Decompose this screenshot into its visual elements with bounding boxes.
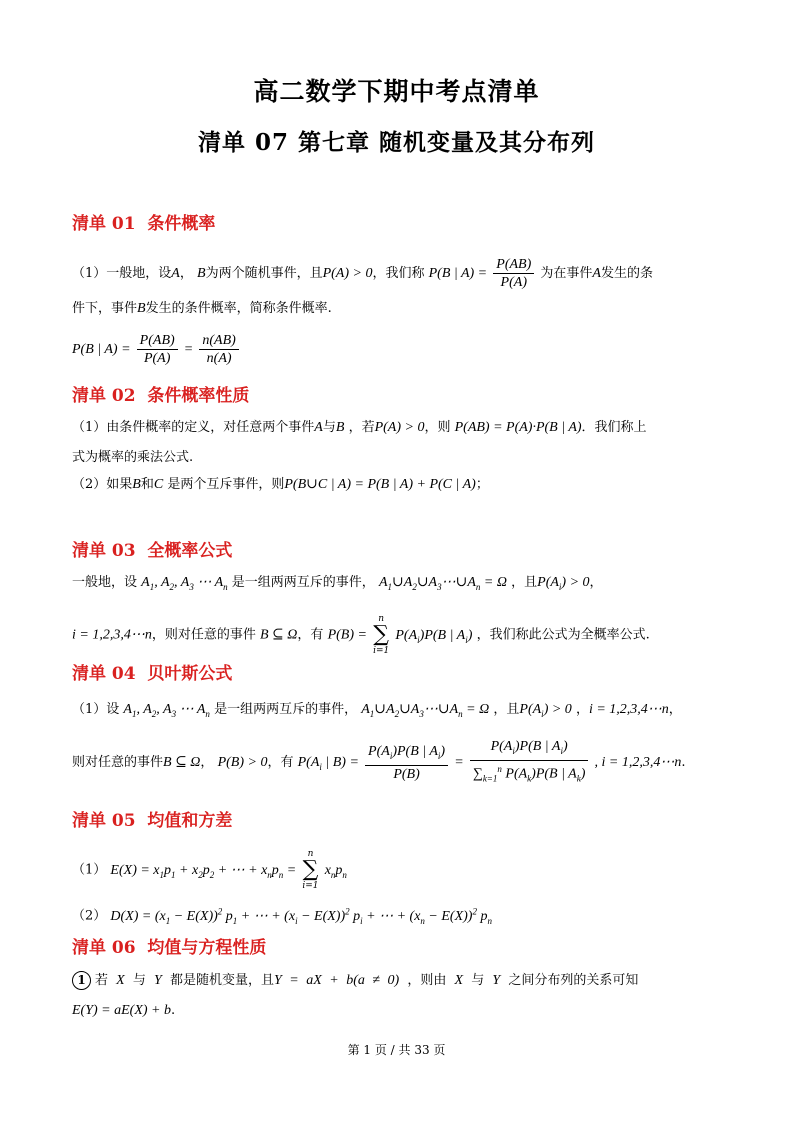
s5-formula-1: （1） $E(X) = x_1p_1 + x_2p_2$ + ⋯ + $x_np_n$ = n ∑ i=1 $x_np_n$ — [72, 849, 347, 891]
fraction-formula: $\frac{P(AB)}{P(A)}$ — [493, 256, 534, 291]
s2-paragraph-line3: （2）如果B和C 是两个互斥事件，则P(B∪C | A) = P(B | A) + P(C | A)； — [72, 477, 489, 492]
circled-number: 1 — [72, 971, 91, 990]
section-heading-06: 清单 06 均值与方程性质 — [72, 938, 267, 958]
s2-paragraph-line1: （1）由条件概率的定义，对任意两个事件A与B ，若P(A) > 0，则 P(AB) = P(A)·P(B | A)．我们称上 — [72, 420, 647, 435]
s3-paragraph-line1: 一般地，设 $A_1$, $A_2$, $A_3$ ⋯ $A_n$ 是一组两两互斥的事件， $A_1\cup A_2\cup A_3\cdots\cup A_n = \Omega$ ，且$P(A_i) > 0$， — [72, 575, 603, 592]
s3-paragraph-line2: i = 1,2,3,4⋯n，则对任意的事件 B ⊆ Ω，有 P(B) = n ∑ i=1 $P(A_i)P(B$ | $A_i$) ，我们称此公式为全概率公式. — [72, 614, 650, 656]
s5-formula-2: （2） $D(X) = (x_1 - E(X))^2$ $p_1$ + ⋯ + $(x_i - E(X))^2$ $p_i$ + ⋯ + $(x_n - E(X))^2$ $p_n$ — [72, 906, 492, 926]
section-heading-02: 清单 02 条件概率性质 — [72, 386, 250, 406]
s1-paragraph-line2: 件下，事件B发生的条件概率，简称条件概率. — [72, 301, 332, 316]
document-title: 高二数学下期中考点清单 — [253, 77, 540, 106]
document-subtitle: 清单 07 第七章 随机变量及其分布列 — [197, 129, 596, 156]
s1-paragraph-line1: （1）一般地，设A， B为两个随机事件，且P(A) > 0，我们称 P(B | A) = $\frac{P(AB)}{P(A)}$ 为在事件A发生的条 — [72, 257, 653, 290]
s1-formula: P(B | A) = $\frac{P(AB)}{P(A)}$ = $\frac{n(AB)}{n(A)}$ — [72, 332, 722, 367]
page-footer: 第 1 页 / 共 33 页 — [347, 1043, 446, 1057]
s6-paragraph-line2: E(Y) = aE(X) + b. — [72, 1003, 176, 1018]
s4-paragraph-line1: （1）设 $A_1$, $A_2$, $A_3$ ⋯ $A_n$ 是一组两两互斥的事件， $A_1\cup A_2\cup A_3\cdots\cup A_n = \Omega$ ，且$P(A_i) > 0$ ，i = 1,2,3,4⋯n， — [72, 702, 682, 719]
s2-paragraph-line2: 式为概率的乘法公式. — [72, 450, 194, 465]
s6-paragraph-line1: 1 若 X 与 Y 都是随机变量，且Y = aX + b(a ≠ 0) ，则由 X 与 Y 之间分布列的关系可知 — [72, 971, 722, 991]
section-heading-04: 清单 04 贝叶斯公式 — [72, 664, 233, 684]
section-heading-03: 清单 03 全概率公式 — [72, 541, 233, 561]
section-heading-01: 清单 01 条件概率 — [72, 214, 216, 234]
section-heading-05: 清单 05 均值和方差 — [72, 811, 233, 831]
s4-paragraph-line2: 则对任意的事件B ⊆ Ω， P(B) > 0，有 $P(A_i$ | B) = $\frac{P(A_i)P(B | A_i)}{P(B)}$ = $\frac{P(A_i)P(B | A_i)}{\sum_{k=1}^n P(A_k)P(B | A_k)}$ , i = 1,2,3,4⋯n. — [72, 739, 686, 784]
